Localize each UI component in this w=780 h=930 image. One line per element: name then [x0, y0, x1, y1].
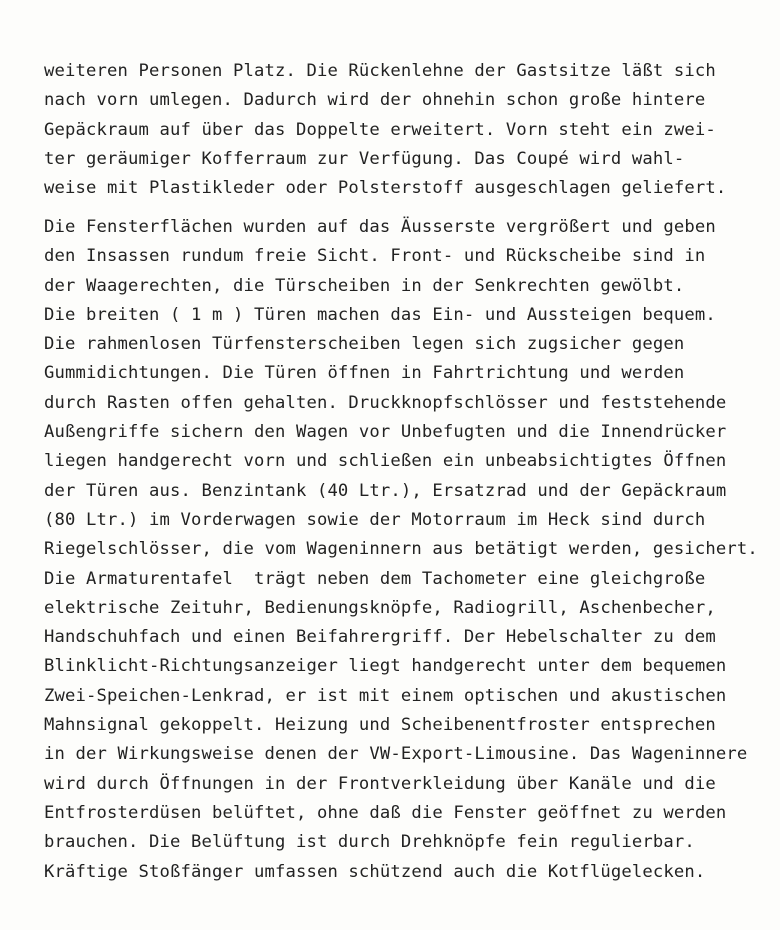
text-line: Die Armaturentafel trägt neben dem Tachometer eine gleichgroße: [44, 568, 706, 589]
text-line: Mahnsignal gekoppelt. Heizung und Scheibenentfroster entsprechen: [44, 715, 716, 736]
text-line: in der Wirkungsweise denen der VW-Export-Limousine. Das Wageninnere: [44, 744, 748, 765]
text-line: den Insassen rundum freie Sicht. Front- und Rückscheibe sind in: [44, 246, 706, 267]
text-line: brauchen. Die Belüftung ist durch Drehknöpfe fein regulierbar.: [44, 832, 695, 853]
text-line: Gepäckraum auf über das Doppelte erweitert. Vorn steht ein zwei-: [44, 119, 716, 140]
text-line: weiteren Personen Platz. Die Rückenlehne der Gastsitze läßt sich: [44, 61, 716, 81]
text-line: Die Fensterflächen wurden auf das Äusserste vergrößert und geben: [44, 217, 716, 237]
text-line: Die rahmenlosen Türfensterscheiben legen sich zugsicher gegen: [44, 334, 685, 355]
text-line: nach vorn umlegen. Dadurch wird der ohnehin schon große hintere: [44, 90, 706, 111]
text-line: der Türen aus. Benzintank (40 Ltr.), Ersatzrad und der Gepäckraum: [44, 480, 727, 501]
text-line: Außengriffe sichern den Wagen vor Unbefugten und die Innendrücker: [44, 422, 727, 443]
text-line: der Waagerechten, die Türscheiben in der Senkrechten gewölbt.: [44, 275, 685, 296]
text-line: Kräftige Stoßfänger umfassen schützend auch die Kotflügelecken.: [44, 861, 706, 882]
text-line: Zwei-Speichen-Lenkrad, er ist mit einem optischen und akustischen: [44, 685, 727, 706]
text-line: (80 Ltr.) im Vorderwagen sowie der Motorraum im Heck sind durch: [44, 509, 706, 530]
paragraph-windows-and-equipment: [44, 213, 758, 887]
text-line: Blinklicht-Richtungsanzeiger liegt handgerecht unter dem bequemen: [44, 656, 727, 677]
text-line: Entfrosterdüsen belüftet, ohne daß die Fenster geöffnet zu werden: [44, 802, 727, 823]
text-line: weise mit Plastikleder oder Polsterstoff ausgeschlagen geliefert.: [44, 178, 727, 199]
paragraph-rear-seats: [44, 57, 726, 203]
text-line: durch Rasten offen gehalten. Druckknopfschlösser und feststehende: [44, 392, 727, 413]
text-line: Die breiten ( 1 m ) Türen machen das Ein- und Aussteigen bequem.: [44, 304, 716, 325]
text-line: ter geräumiger Kofferraum zur Verfügung. Das Coupé wird wahl-: [44, 148, 685, 169]
text-line: Riegelschlösser, die vom Wageninnern aus betätigt werden, gesichert.: [44, 539, 758, 560]
text-line: Handschuhfach und einen Beifahrergriff. Der Hebelschalter zu dem: [44, 627, 716, 648]
text-line: wird durch Öffnungen in der Frontverkleidung über Kanäle und die: [44, 773, 716, 794]
text-line: liegen handgerecht vorn und schließen ein unbeabsichtigtes Öffnen: [44, 451, 727, 472]
text-line: elektrische Zeituhr, Bedienungsknöpfe, Radiogrill, Aschenbecher,: [44, 597, 716, 618]
text-line: Gummidichtungen. Die Türen öffnen in Fahrtrichtung und werden: [44, 363, 685, 384]
